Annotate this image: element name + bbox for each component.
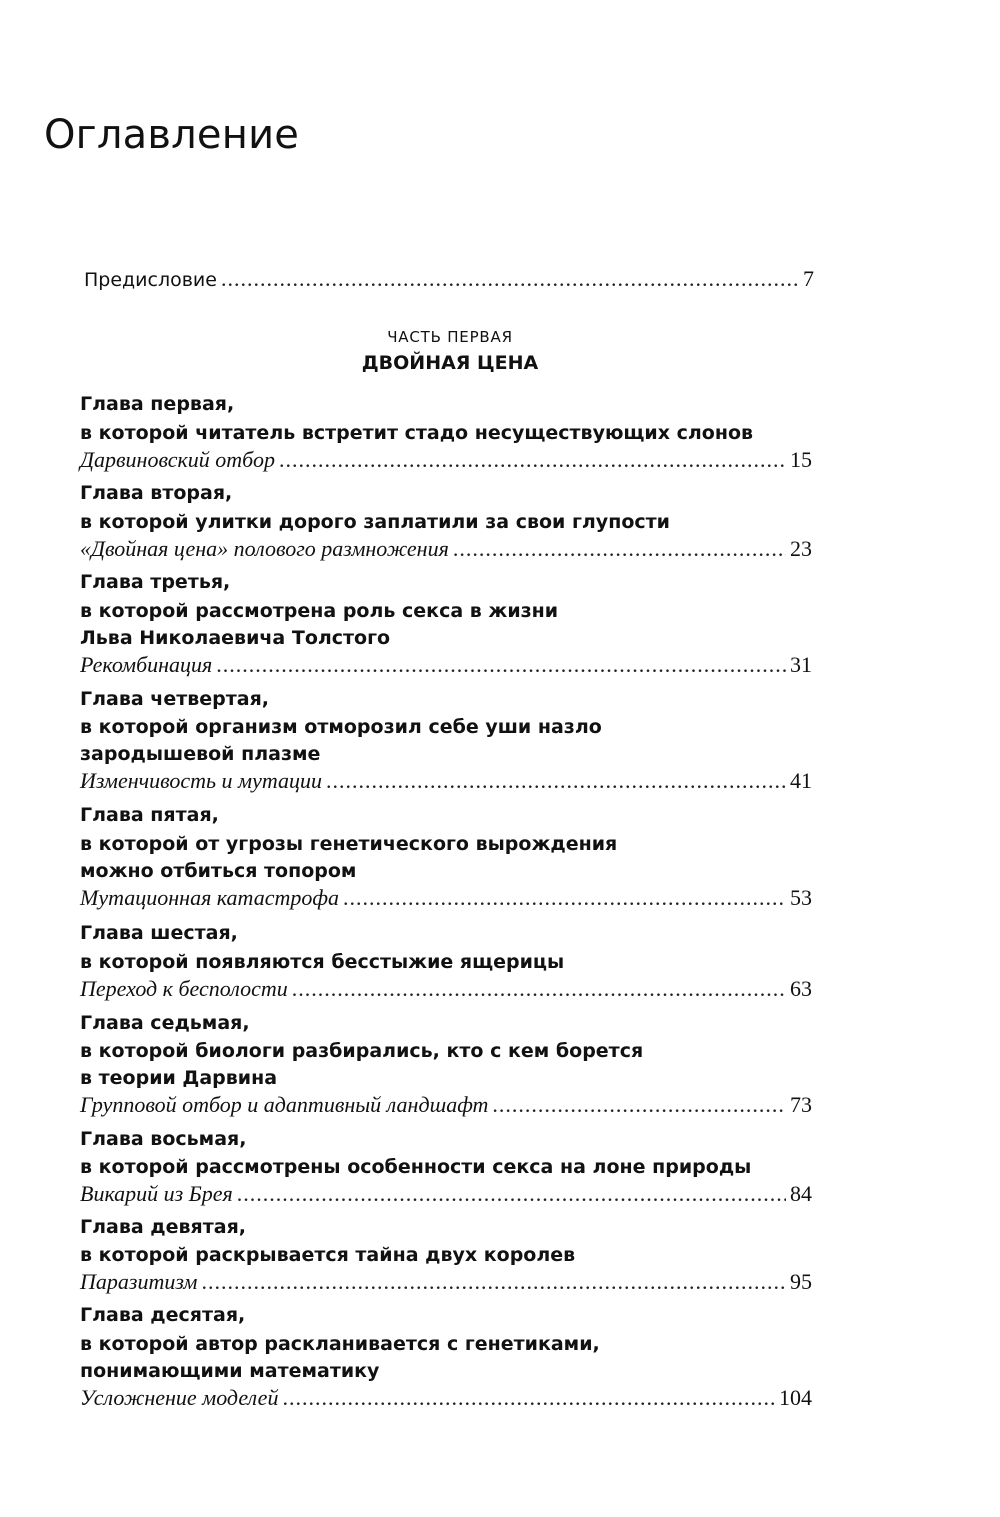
chapter-heading: Глава девятая, — [80, 1216, 247, 1238]
leader-dots — [279, 447, 786, 473]
leader-dots — [221, 266, 799, 292]
chapter-heading: Глава третья, — [80, 571, 231, 593]
toc-entry-page: 95 — [790, 1269, 812, 1294]
chapter-heading: Глава четвертая, — [80, 688, 270, 710]
toc-entry-page: 53 — [790, 885, 812, 910]
chapter-description: в которой рассмотрена роль секса в жизни — [80, 600, 559, 622]
toc-entry-label: Групповой отбор и адаптивный ландшафт — [80, 1092, 489, 1117]
toc-entry-page: 104 — [779, 1385, 812, 1410]
toc-entry-page: 7 — [803, 266, 814, 291]
toc-entry-label: Переход к бесполости — [80, 976, 288, 1001]
toc-entry-label: Предисловие — [84, 269, 217, 291]
toc-entry-page: 63 — [790, 976, 812, 1001]
chapter-description: в которой биологи разбирались, кто с кем борется — [80, 1040, 644, 1062]
toc-entry-label: Викарий из Брея — [80, 1181, 233, 1206]
chapter-description: можно отбиться топором — [80, 860, 357, 882]
chapter-description: в которой от угрозы генетического вырождения — [80, 833, 618, 855]
toc-entry-section[interactable] — [80, 976, 812, 1006]
chapter-heading: Глава седьмая, — [80, 1012, 250, 1034]
toc-entry-section[interactable] — [80, 1181, 812, 1211]
chapter-description: в которой рассмотрены особенности секса на лоне природы — [80, 1156, 752, 1178]
chapter-heading: Глава шестая, — [80, 922, 238, 944]
toc-entry-page: 41 — [790, 768, 812, 793]
leader-dots — [237, 1181, 786, 1207]
toc-entry-page: 15 — [790, 447, 812, 472]
toc-entry-section[interactable] — [80, 652, 812, 682]
toc-entry-section[interactable] — [80, 1385, 812, 1415]
toc-entry-label: Изменчивость и мутации — [80, 768, 323, 793]
part-label: ЧАСТЬ ПЕРВАЯ — [387, 328, 513, 346]
toc-entry-section[interactable] — [80, 1092, 812, 1122]
chapter-description: понимающими математику — [80, 1360, 380, 1382]
part-title: ДВОЙНАЯ ЦЕНА — [361, 352, 539, 374]
chapter-heading: Глава пятая, — [80, 804, 219, 826]
toc-entry-page: 84 — [790, 1181, 812, 1206]
toc-entry-label: Дарвиновский отбор — [80, 447, 275, 472]
toc-entry-section[interactable] — [80, 768, 812, 798]
chapter-description: в теории Дарвина — [80, 1067, 278, 1089]
chapter-description: в которой читатель встретит стадо несуществующих слонов — [80, 422, 754, 444]
toc-entry-page: 23 — [790, 536, 812, 561]
toc-entry-page: 31 — [790, 652, 812, 677]
leader-dots — [292, 976, 786, 1002]
leader-dots — [453, 536, 786, 562]
chapter-description: Льва Николаевича Толстого — [80, 627, 391, 649]
toc-entry-section[interactable] — [80, 536, 812, 566]
toc-entry-section[interactable] — [80, 1269, 812, 1299]
leader-dots — [492, 1092, 786, 1118]
chapter-description: зародышевой плазме — [80, 743, 321, 765]
leader-dots — [326, 768, 786, 794]
leader-dots — [282, 1385, 775, 1411]
leader-dots — [343, 885, 786, 911]
leader-dots — [201, 1269, 786, 1295]
toc-entry-label: «Двойная цена» полового размножения — [80, 536, 449, 561]
toc-entry-label: Паразитизм — [80, 1269, 198, 1294]
page-title: Оглавление — [44, 112, 300, 158]
chapter-heading: Глава восьмая, — [80, 1128, 247, 1150]
leader-dots — [216, 652, 786, 678]
chapter-heading: Глава первая, — [80, 393, 235, 415]
chapter-description: в которой автор раскланивается с генетиками, — [80, 1333, 600, 1355]
toc-entry-preface[interactable] — [84, 266, 814, 296]
toc-entry-label: Мутационная катастрофа — [80, 885, 339, 910]
toc-entry-section[interactable] — [80, 885, 812, 915]
toc-entry-label: Усложнение моделей — [80, 1385, 279, 1410]
chapter-heading: Глава вторая, — [80, 482, 233, 504]
chapter-description: в которой раскрывается тайна двух королев — [80, 1244, 576, 1266]
chapter-description: в которой появляются бесстыжие ящерицы — [80, 951, 565, 973]
toc-entry-section[interactable] — [80, 447, 812, 477]
chapter-heading: Глава десятая, — [80, 1304, 246, 1326]
chapter-description: в которой организм отморозил себе уши назло — [80, 716, 602, 738]
toc-entry-page: 73 — [790, 1092, 812, 1117]
toc-entry-label: Рекомбинация — [80, 652, 213, 677]
chapter-description: в которой улитки дорого заплатили за свои глупости — [80, 511, 670, 533]
